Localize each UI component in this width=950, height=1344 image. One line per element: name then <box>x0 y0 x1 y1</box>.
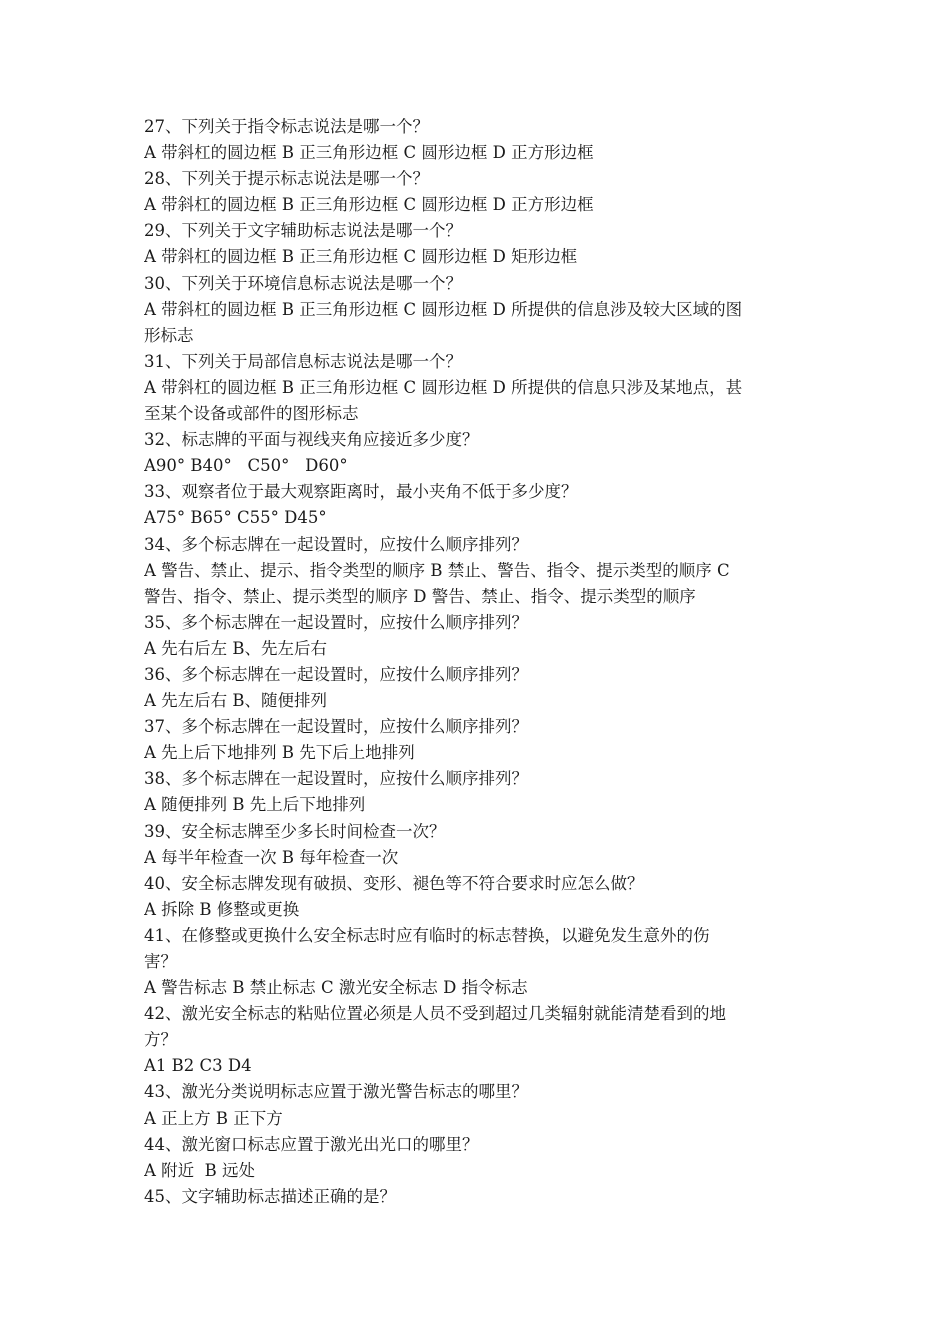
question-41-line-2: 害？ <box>144 952 177 971</box>
question-41-line-1: 41、在修整或更换什么安全标志时应有临时的标志替换，以避免发生意外的伤 <box>144 925 710 945</box>
options-32: A90° B40° C50° D60° <box>144 456 348 476</box>
question-34: 34、多个标志牌在一起设置时，应按什么顺序排列？ <box>144 534 528 554</box>
options-40: A 拆除 B 修整或更换 <box>144 899 300 919</box>
options-29: A 带斜杠的圆边框 B 正三角形边框 C 圆形边框 D 矩形边框 <box>144 247 578 267</box>
options-34-line-2: 警告、指令、禁止、提示类型的顺序 D 警告、禁止、指令、提示类型的顺序 <box>144 586 696 606</box>
options-35: A 先右后左 B、先左后右 <box>144 638 328 658</box>
options-42: A1 B2 C3 D4 <box>144 1056 252 1076</box>
question-39: 39、安全标志牌至少多长时间检查一次？ <box>144 821 446 841</box>
question-33: 33、观察者位于最大观察距离时，最小夹角不低于多少度？ <box>144 482 578 502</box>
question-37: 37、多个标志牌在一起设置时，应按什么顺序排列？ <box>144 717 528 737</box>
question-27: 27、下列关于指令标志说法是哪一个？ <box>144 117 429 136</box>
question-42-line-2: 方？ <box>144 1030 177 1050</box>
question-36: 36、多个标志牌在一起设置时，应按什么顺序排列？ <box>144 664 528 684</box>
question-30: 30、下列关于环境信息标志说法是哪一个？ <box>144 273 462 293</box>
options-36: A 先左后右 B、随便排列 <box>144 691 328 711</box>
options-30-line-2: 形标志 <box>144 325 194 345</box>
question-43: 43、激光分类说明标志应置于激光警告标志的哪里？ <box>144 1082 528 1102</box>
document-body <box>144 114 812 1210</box>
question-31: 31、下列关于局部信息标志说法是哪一个？ <box>144 351 462 371</box>
options-34-line-1: A 警告、禁止、提示、指令类型的顺序 B 禁止、警告、指令、提示类型的顺序 C <box>144 560 730 580</box>
options-31-line-2: 至某个设备或部件的图形标志 <box>144 404 359 424</box>
options-41: A 警告标志 B 禁止标志 C 激光安全标志 D 指令标志 <box>144 978 528 998</box>
question-44: 44、激光窗口标志应置于激光出光口的哪里？ <box>144 1134 479 1154</box>
question-45: 45、文字辅助标志描述正确的是？ <box>144 1186 396 1206</box>
question-28: 28、下列关于提示标志说法是哪一个？ <box>144 169 429 189</box>
options-39: A 每半年检查一次 B 每年检查一次 <box>144 847 399 867</box>
options-31-line-1: A 带斜杠的圆边框 B 正三角形边框 C 圆形边框 D 所提供的信息只涉及某地点，甚 <box>144 377 743 397</box>
options-30-line-1: A 带斜杠的圆边框 B 正三角形边框 C 圆形边框 D 所提供的信息涉及较大区域的图 <box>144 299 743 319</box>
options-43: A 正上方 B 正下方 <box>144 1108 283 1128</box>
question-42-line-1: 42、激光安全标志的粘贴位置必须是人员不受到超过几类辐射就能清楚看到的地 <box>144 1004 726 1024</box>
options-44: A 附近 B 远处 <box>144 1160 256 1180</box>
question-32: 32、标志牌的平面与视线夹角应接近多少度？ <box>144 430 479 450</box>
options-37: A 先上后下地排列 B 先下后上地排列 <box>144 743 415 763</box>
options-28: A 带斜杠的圆边框 B 正三角形边框 C 圆形边框 D 正方形边框 <box>144 195 594 215</box>
question-38: 38、多个标志牌在一起设置时，应按什么顺序排列？ <box>144 769 528 789</box>
options-27: A 带斜杠的圆边框 B 正三角形边框 C 圆形边框 D 正方形边框 <box>144 143 594 163</box>
question-35: 35、多个标志牌在一起设置时，应按什么顺序排列？ <box>144 612 528 632</box>
options-33: A75° B65° C55° D45° <box>144 508 327 528</box>
question-29: 29、下列关于文字辅助标志说法是哪一个？ <box>144 221 462 241</box>
options-38: A 随便排列 B 先上后下地排列 <box>144 795 366 815</box>
question-40: 40、安全标志牌发现有破损、变形、褪色等不符合要求时应怎么做？ <box>144 873 644 893</box>
